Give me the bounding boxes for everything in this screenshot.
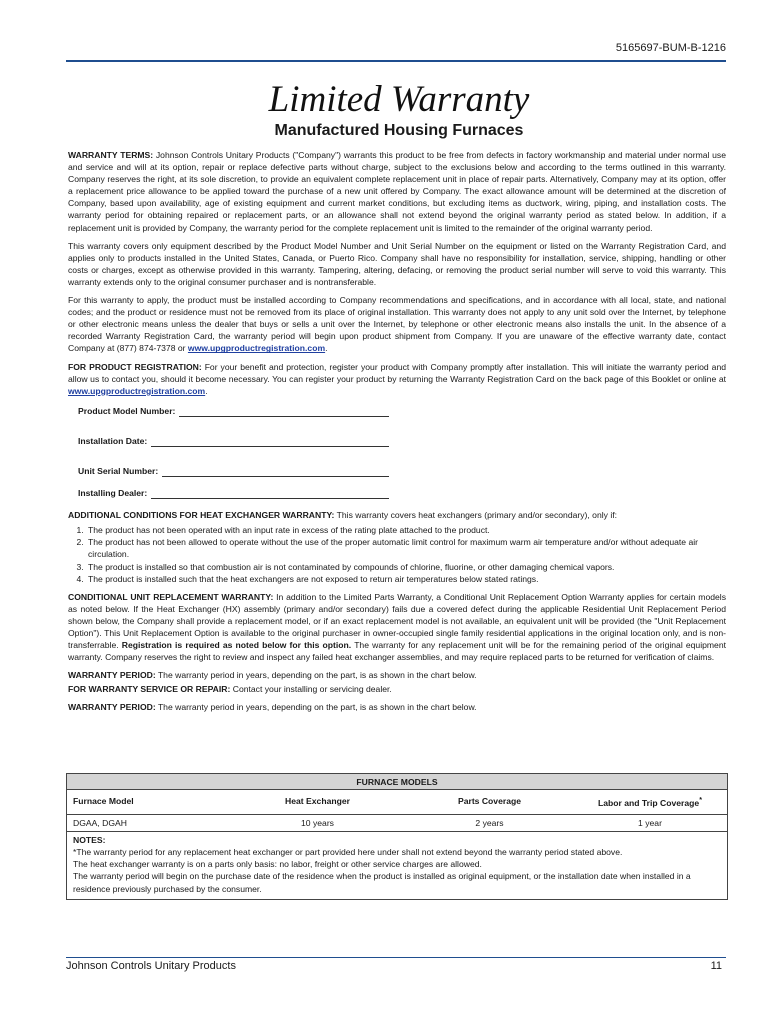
fill-line[interactable] — [151, 489, 389, 499]
warranty-period-label: WARRANTY PERIOD: — [68, 670, 156, 681]
warranty-terms-paragraph — [68, 149, 726, 234]
warranty-period-paragraph — [68, 669, 726, 681]
conditional-text-2: The warranty for any replacement unit will be for the remaining period of the original equipment warranty. Company reserves the right to review and inspect any failed heat exchanger assemblies, and may require replaced parts to be returned for verification of claims. — [68, 640, 727, 663]
registration-label: FOR PRODUCT REGISTRATION: — [68, 361, 202, 372]
note-item: The warranty period will begin on the purchase date of the residence when the product is installed as original equipment, or the installation date when installed in a residence previously purchased by the consumer. — [73, 871, 691, 894]
conditional-paragraph — [68, 591, 726, 664]
registration-fields — [78, 405, 726, 509]
warranty-period-text: The warranty period in years, depending on the part, is as shown in the chart below. — [157, 670, 477, 681]
installation-date-field[interactable] — [78, 435, 403, 447]
column-header: Parts Coverage — [457, 796, 522, 806]
registration-link[interactable]: www.upgproductregistration.com — [187, 343, 326, 354]
list-item: 3. The product is installed so that combustion air is not contaminated by compounds of chlorine, fluorine, or other damaging chemical vapors. — [86, 561, 726, 573]
column-header-labor — [573, 790, 727, 814]
field-label: Installation Date: — [78, 435, 148, 446]
top-divider — [66, 60, 726, 62]
heat-exchanger-paragraph — [68, 509, 726, 521]
table-cell: 2 years — [475, 817, 504, 828]
notes-title: NOTES: — [73, 834, 106, 845]
coverage-paragraph: This warranty covers only equipment described by the Product Model Number and Unit Serial Number on the equipment or listed on the Warranty Registration Card, and applies only to products installed in the United States, Canada, or Puerto Rico. Company shall have no responsibility for installation, service, shipping, handling or other costs or charges, except as otherwise provided in this warranty. Tampering, altering, defacing, or removing the product serial number will serve to void this warranty. This warranty extends only to the original consumer purchaser and is nontransferable. — [68, 240, 726, 287]
product-model-number-field[interactable] — [78, 405, 403, 417]
installing-dealer-field[interactable] — [78, 487, 403, 499]
field-label: Installing Dealer: — [78, 488, 148, 499]
warranty-terms-label: WARRANTY TERMS: — [68, 150, 154, 160]
apply-end: . — [325, 343, 328, 354]
table-caption: FURNACE MODELS — [67, 774, 727, 790]
service-text: Contact your installing or servicing dealer. — [232, 684, 392, 695]
fill-line[interactable] — [162, 467, 389, 477]
field-label: Unit Serial Number: — [78, 465, 159, 476]
table-header-row — [67, 790, 727, 815]
table-notes — [67, 831, 727, 899]
conditional-bold: Registration is required as noted below for this option. — [121, 640, 352, 651]
fill-line[interactable] — [179, 407, 389, 417]
warranty-period-paragraph-2 — [68, 701, 726, 713]
unit-serial-number-field[interactable] — [78, 465, 403, 477]
page-title: Limited Warranty — [268, 79, 530, 120]
registration-link-2[interactable]: www.upgproductregistration.com — [68, 385, 206, 396]
list-item: 4. The product is installed such that the heat exchangers are not exposed to return air temperatures below stated ratings. — [86, 573, 726, 585]
page-subtitle: Manufactured Housing Furnaces — [274, 122, 524, 139]
field-label: Product Model Number: — [78, 405, 176, 416]
column-header: Furnace Model — [73, 796, 134, 806]
note-item: *The warranty period for any replacement heat exchanger or part provided here under shall not extend beyond the warranty period stated above. — [73, 847, 623, 858]
warranty-body — [68, 149, 726, 720]
fill-line[interactable] — [151, 437, 389, 447]
page-number: 11 — [710, 960, 722, 972]
document-code: 5165697-BUM-B-1216 — [615, 42, 726, 54]
column-header: Heat Exchanger — [285, 796, 350, 806]
service-label: FOR WARRANTY SERVICE OR REPAIR: — [68, 684, 231, 695]
list-item: 2. The product has not been allowed to operate without the use of the proper automatic limit control for maximum warm air temperature and/or without adequate air circulation. — [86, 536, 726, 560]
heat-exchanger-label: ADDITIONAL CONDITIONS FOR HEAT EXCHANGER WARRANTY: — [68, 510, 335, 521]
footnote-mark: * — [699, 796, 703, 804]
warranty-period-label-2: WARRANTY PERIOD: — [68, 702, 156, 713]
table-cell: 10 years — [301, 817, 334, 828]
table-cell: 1 year — [638, 817, 662, 828]
bottom-divider — [66, 957, 726, 958]
table-row — [67, 815, 727, 831]
registration-end: . — [205, 385, 208, 396]
apply-paragraph — [68, 294, 726, 354]
registration-text: For your benefit and protection, register your product with Company promptly after installation. This will initiate the warranty period and allow us to contact you, should it become necessary. You can register your product by returning the Warranty Registration Card on the back page of this Booklet or online at — [68, 361, 727, 384]
registration-paragraph — [68, 361, 726, 397]
apply-text: For this warranty to apply, the product must be installed according to Company recommendations and specifications, and in accordance with all local, state, and national codes; and the product or residence must not be removed from its place of original installation. This warranty does not apply to any unit sold over the Internet, by telephone or other electronic means unless the dealer that buys or sells a unit over the Internet, by telephone or other electronic means also installs the unit. In the absence of a recorded Warranty Registration Card, the warranty period will begin upon product shipment from Company. If you are unaware of the effective warranty date, contact Company at (877) 874-7378 or — [68, 295, 726, 354]
note-item: The heat exchanger warranty is on a parts only basis: no labor, freight or other service charges are allowed. — [73, 859, 482, 870]
warranty-period-text-2: The warranty period in years, depending on the part, is as shown in the chart below. — [157, 702, 477, 713]
list-item: 1. The product has not been operated with an input rate in excess of the rating plate attached to the product. — [86, 524, 726, 536]
conditional-label: CONDITIONAL UNIT REPLACEMENT WARRANTY: — [68, 591, 274, 602]
heat-exchanger-text: This warranty covers heat exchangers (primary and/or secondary), only if: — [336, 510, 618, 521]
footer-company: Johnson Controls Unitary Products — [66, 960, 236, 972]
heat-exchanger-conditions — [68, 524, 726, 584]
warranty-terms-text: Johnson Controls Unitary Products ("Company") warrants this product to be free from defects in factory workmanship and material under normal use and service and will at its option, repair or replace defective parts without charge, subject to the exclusions below and according to the terms outlined in this warranty. Company reserves the right, at its sole discretion, to provide an equivalent complete replacement unit in place of repair parts. Alternatively, Company may at its option, offer a replacement price allowance to be applied toward the purchase of a new unit offered by Company. The exact allowance amount will be determined at the discretion of Company, based upon availability, age of existing equipment and current market conditions, but excluding items as ductwork, wiring, piping, and installation costs. The warranty period for obtaining repaired or replacement parts, or an allowance shall not extend beyond the original warranty period as stated below. In addition, if a replacement unit is provided by Company, the warranty period for the complete replacement unit is limited to the remainder of the original warranty period. — [68, 150, 726, 233]
furnace-models-table — [66, 773, 728, 900]
table-cell: DGAA, DGAH — [73, 817, 127, 828]
service-paragraph — [68, 683, 726, 695]
column-header: Labor and Trip Coverage — [597, 797, 700, 808]
conditional-text: In addition to the Limited Parts Warranty, a Conditional Unit Replacement Option Warranty applies for certain models as noted below. If the Heat Exchanger (HX) assembly (primary and/or secondary) fails due a covered defect during the applicable Residential Unit Replacement Period shown below, the Company shall provide a replacement model, or if an exact replacement model is not available, an equivalent unit will be provided (the "Unit Replacement Option"). This Unit Replacement Option is available to the original purchaser in owner-occupied single family residential applications in the original location only, and is non-transferrable. — [68, 591, 726, 651]
